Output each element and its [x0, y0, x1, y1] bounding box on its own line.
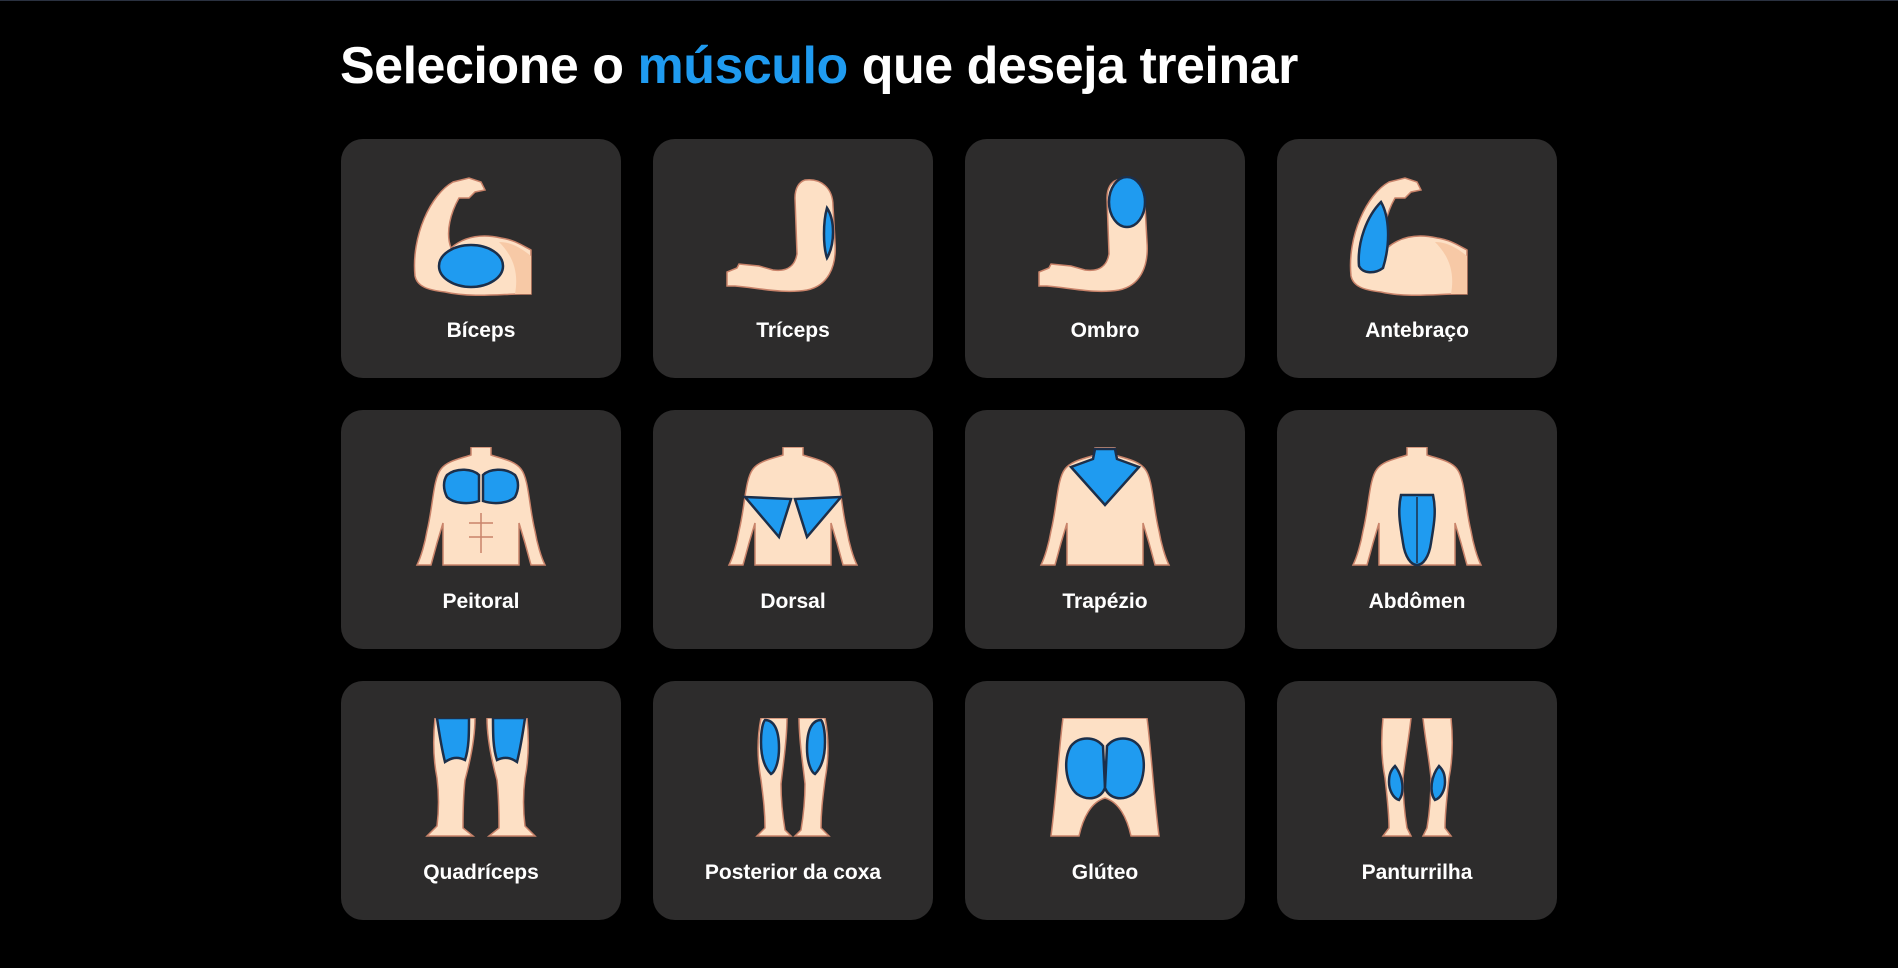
muscle-card-quadriceps[interactable] — [341, 681, 621, 920]
triceps-icon — [723, 176, 863, 300]
muscle-label: Ombro — [1070, 319, 1140, 342]
muscle-card-biceps[interactable] — [341, 139, 621, 378]
muscle-card-glutes[interactable] — [965, 681, 1245, 920]
muscle-card-forearm[interactable] — [1277, 139, 1557, 378]
hamstrings-icon — [723, 718, 863, 842]
muscle-label: Bíceps — [446, 319, 516, 342]
muscle-card-trapezius[interactable] — [965, 410, 1245, 649]
title-part-2: que deseja treinar — [847, 37, 1298, 95]
muscle-label: Abdômen — [1368, 590, 1466, 613]
quadriceps-icon — [411, 718, 551, 842]
title-part-1: Selecione o — [340, 37, 638, 95]
muscle-grid — [341, 139, 1557, 920]
muscle-card-chest[interactable] — [341, 410, 621, 649]
muscle-label: Glúteo — [1071, 861, 1139, 884]
muscle-card-hamstrings[interactable] — [653, 681, 933, 920]
muscle-card-calves[interactable] — [1277, 681, 1557, 920]
muscle-card-shoulder[interactable] — [965, 139, 1245, 378]
lats-icon — [723, 447, 863, 571]
forearm-icon — [1347, 176, 1487, 300]
calves-icon — [1347, 718, 1487, 842]
glutes-icon — [1035, 718, 1175, 842]
muscle-label: Posterior da coxa — [704, 861, 882, 884]
page-title — [340, 36, 1298, 96]
abs-icon — [1347, 447, 1487, 571]
title-accent: músculo — [637, 37, 848, 95]
muscle-label: Antebraço — [1365, 319, 1469, 342]
top-border — [0, 0, 1898, 1]
shoulder-icon — [1035, 176, 1175, 300]
muscle-label: Quadríceps — [423, 861, 539, 884]
muscle-card-lats[interactable] — [653, 410, 933, 649]
chest-icon — [411, 447, 551, 571]
biceps-icon — [411, 176, 551, 300]
trapezius-icon — [1035, 447, 1175, 571]
muscle-label: Peitoral — [442, 590, 520, 613]
muscle-label: Dorsal — [760, 590, 826, 613]
muscle-label: Tríceps — [756, 319, 830, 342]
muscle-card-abs[interactable] — [1277, 410, 1557, 649]
muscle-card-triceps[interactable] — [653, 139, 933, 378]
muscle-label: Panturrilha — [1361, 861, 1473, 884]
muscle-label: Trapézio — [1062, 590, 1148, 613]
